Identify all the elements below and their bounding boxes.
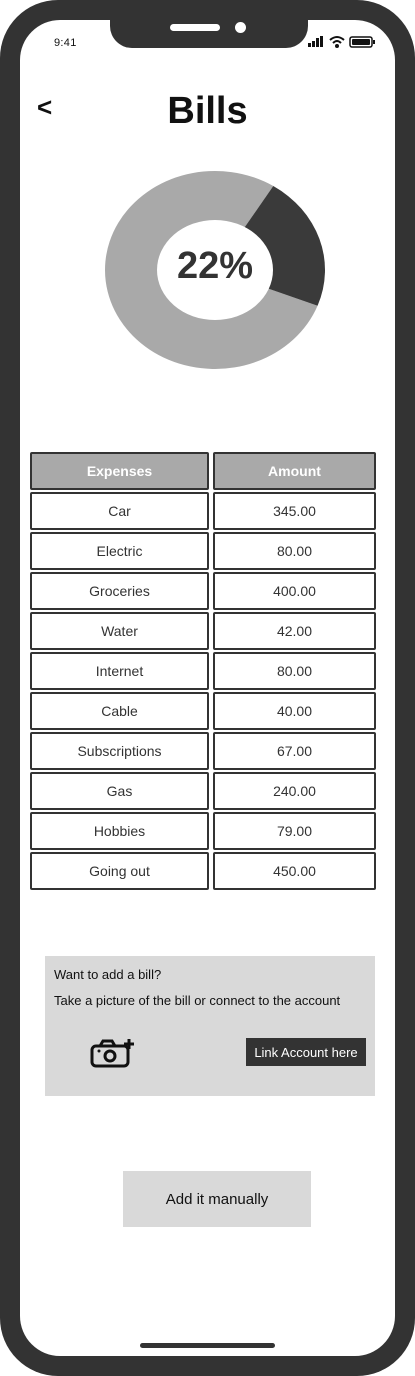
screen xyxy=(20,20,395,1356)
camera-plus-icon[interactable] xyxy=(90,1038,134,1068)
add-bill-title: Want to add a bill? xyxy=(54,967,162,982)
expense-name-cell: Cable xyxy=(30,692,209,730)
expense-name-cell: Going out xyxy=(30,852,209,890)
column-header-amount: Amount xyxy=(213,452,376,490)
page-title: Bills xyxy=(167,90,248,132)
expense-amount-cell: 79.00 xyxy=(213,812,376,850)
expense-name-cell: Electric xyxy=(30,532,209,570)
expense-amount-cell: 80.00 xyxy=(213,652,376,690)
expense-name-cell: Hobbies xyxy=(30,812,209,850)
link-account-button[interactable]: Link Account here xyxy=(246,1038,366,1066)
expense-name-cell: Gas xyxy=(30,772,209,810)
wifi-icon xyxy=(330,37,344,47)
table-row xyxy=(30,532,376,572)
table-row xyxy=(30,692,376,732)
status-time: 9:41 xyxy=(54,37,77,49)
table-row xyxy=(30,612,376,652)
table-row xyxy=(30,652,376,692)
expense-amount-cell: 345.00 xyxy=(213,492,376,530)
expense-name-cell: Water xyxy=(30,612,209,650)
expense-amount-cell: 67.00 xyxy=(213,732,376,770)
table-row xyxy=(30,732,376,772)
status-icons xyxy=(308,34,378,48)
expense-name-cell: Groceries xyxy=(30,572,209,610)
table-header-row xyxy=(30,452,376,492)
expense-amount-cell: 80.00 xyxy=(213,532,376,570)
table-row xyxy=(30,572,376,612)
front-camera xyxy=(235,22,246,33)
table-row xyxy=(30,492,376,532)
expense-amount-cell: 40.00 xyxy=(213,692,376,730)
battery-icon xyxy=(350,37,375,47)
expense-amount-cell: 400.00 xyxy=(213,572,376,610)
column-header-expenses: Expenses xyxy=(30,452,209,490)
expense-name-cell: Subscriptions xyxy=(30,732,209,770)
expense-name-cell: Internet xyxy=(30,652,209,690)
add-bill-panel xyxy=(45,956,375,1096)
table-row xyxy=(30,852,376,892)
back-button[interactable]: < xyxy=(37,92,53,122)
add-manually-button[interactable]: Add it manually xyxy=(123,1171,311,1227)
speaker xyxy=(170,24,220,31)
table-row xyxy=(30,772,376,812)
table-row xyxy=(30,812,376,852)
home-indicator xyxy=(140,1343,275,1348)
expense-name-cell: Car xyxy=(30,492,209,530)
donut-percent-label: 22% xyxy=(176,245,254,287)
expense-amount-cell: 450.00 xyxy=(213,852,376,890)
expense-table xyxy=(30,452,376,892)
expense-amount-cell: 42.00 xyxy=(213,612,376,650)
signal-icon xyxy=(308,36,323,47)
notch xyxy=(110,20,308,48)
expense-amount-cell: 240.00 xyxy=(213,772,376,810)
add-bill-description: Take a picture of the bill or connect to the account xyxy=(54,993,341,1008)
